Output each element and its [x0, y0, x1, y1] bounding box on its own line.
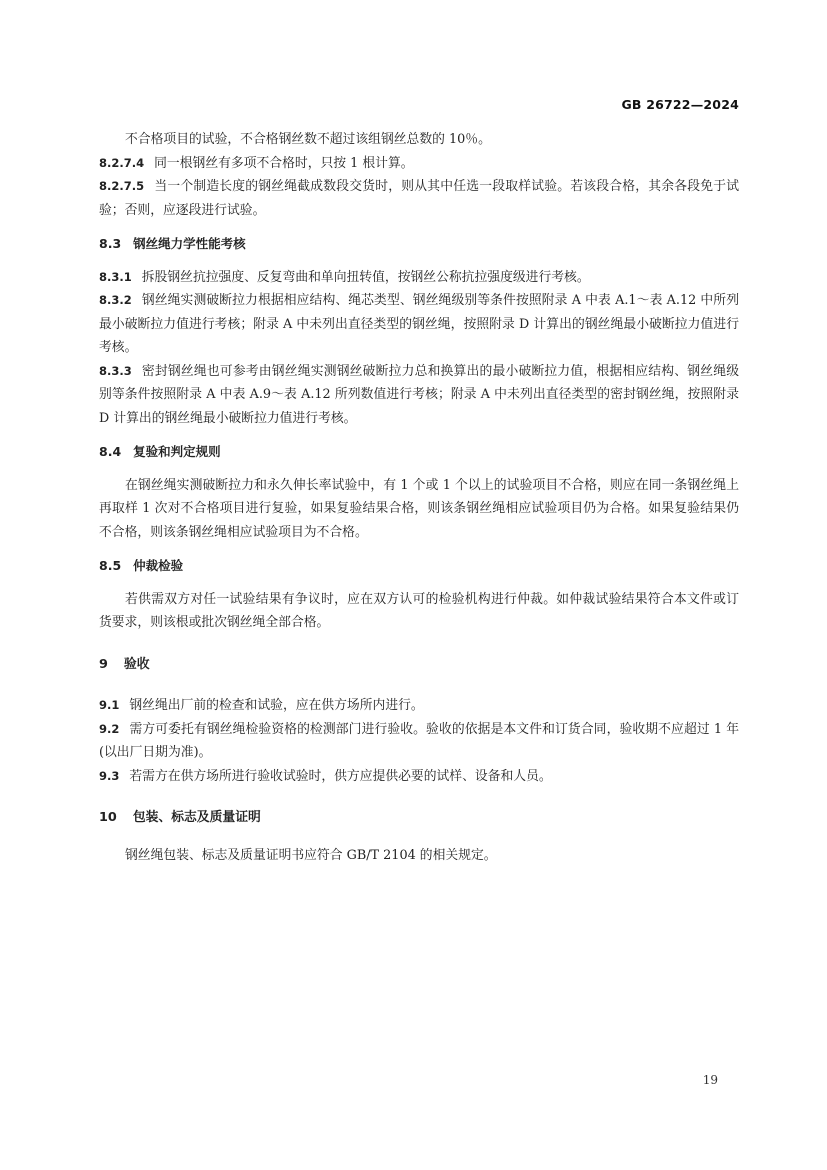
clause-number: 8.3.2 [99, 293, 132, 307]
clause-text: 需方可委托有钢丝绳检验资格的检测部门进行验收。验收的依据是本文件和订货合同，验收期不应超过 1 年(以出厂日期为准)。 [99, 721, 739, 760]
clause-number: 9.3 [99, 768, 120, 783]
heading-title: 包装、标志及质量证明 [132, 810, 261, 825]
heading-number: 8.4 [99, 444, 122, 459]
standard-number: GB 26722—2024 [621, 97, 739, 112]
heading-9 [99, 653, 739, 677]
clause-number: 8.2.7.4 [99, 155, 145, 170]
document-body [99, 128, 739, 867]
heading-number: 8.5 [99, 558, 122, 573]
clause-number: 8.2.7.5 [99, 179, 145, 193]
paragraph-10: 钢丝绳包装、标志及质量证明书应符合 GB/T 2104 的相关规定。 [125, 847, 497, 863]
clause-number: 8.3.1 [99, 269, 132, 284]
paragraph-8-5: 若供需双方对任一试验结果有争议时，应在双方认可的检验机构进行仲裁。如仲裁试验结果符合本文件或订货要求，则该根或批次钢丝绳全部合格。 [99, 591, 739, 630]
heading-10 [99, 806, 739, 830]
clause-9-2 [99, 718, 739, 765]
clause-text: 拆股钢丝抗拉强度、反复弯曲和单向扭转值，按钢丝公称抗拉强度级进行考核。 [141, 269, 590, 285]
heading-title: 复验和判定规则 [133, 444, 221, 459]
paragraph-8-4: 在钢丝绳实测破断拉力和永久伸长率试验中，有 1 个或 1 个以上的试验项目不合格，则应在同一条钢丝绳上再取样 1 次对不合格项目进行复验，如果复验结果合格，则该条钢丝绳相应试验项目仍为合格。如果复验结果仍不合格，则该条钢丝绳相应试验项目为不合格。 [99, 477, 739, 540]
continued-paragraph: 不合格项目的试验，不合格钢丝数不超过该组钢丝总数的 10％。 [125, 132, 491, 147]
clause-number: 9.1 [99, 698, 120, 712]
heading-number: 9 [99, 656, 108, 672]
clause-9-3 [99, 765, 739, 789]
heading-8-5 [99, 554, 739, 578]
heading-number: 10 [99, 810, 117, 825]
clause-8-2-7-4 [99, 152, 739, 176]
clause-8-3-1 [99, 266, 739, 290]
clause-text: 若需方在供方场所进行验收试验时，供方应提供必要的试样、设备和人员。 [129, 768, 552, 784]
clause-8-3-2 [99, 289, 739, 360]
clause-text: 钢丝绳出厂前的检查和试验，应在供方场所内进行。 [129, 698, 424, 713]
heading-number: 8.3 [99, 236, 122, 251]
clause-number: 8.3.3 [99, 363, 132, 378]
heading-title: 验收 [123, 656, 150, 672]
page-number: 19 [702, 1073, 718, 1087]
heading-title: 钢丝绳力学性能考核 [133, 236, 246, 251]
clause-text: 密封钢丝绳也可参考由钢丝绳实测钢丝破断拉力总和换算出的最小破断拉力值，根据相应结构、钢丝绳级别等条件按照附录 A 中表 A.9～表 A.12 所列数值进行考核；附录 A 中未列出直径类型的密封钢丝绳，按照附录 D 计算出的钢丝绳最小破断拉力值进行考核。 [99, 363, 739, 426]
clause-9-1 [99, 694, 739, 718]
clause-text: 同一根钢丝有多项不合格时，只按 1 根计算。 [154, 155, 414, 171]
clause-number: 9.2 [99, 721, 120, 736]
heading-8-3 [99, 232, 739, 256]
heading-8-4 [99, 440, 739, 464]
clause-text: 当一个制造长度的钢丝绳截成数段交货时，则从其中任选一段取样试验。若该段合格，其余各段免于试验；否则，应逐段进行试验。 [99, 179, 739, 218]
heading-title: 仲裁检验 [133, 558, 184, 573]
clause-8-3-3 [99, 360, 739, 431]
clause-text: 钢丝绳实测破断拉力根据相应结构、绳芯类型、钢丝绳级别等条件按照附录 A 中表 A.1～表 A.12 中所列最小破断拉力值进行考核；附录 A 中未列出直径类型的钢丝绳，按照附录 D 计算出的钢丝绳最小破断拉力值进行考核。 [99, 293, 739, 355]
clause-8-2-7-5 [99, 175, 739, 222]
